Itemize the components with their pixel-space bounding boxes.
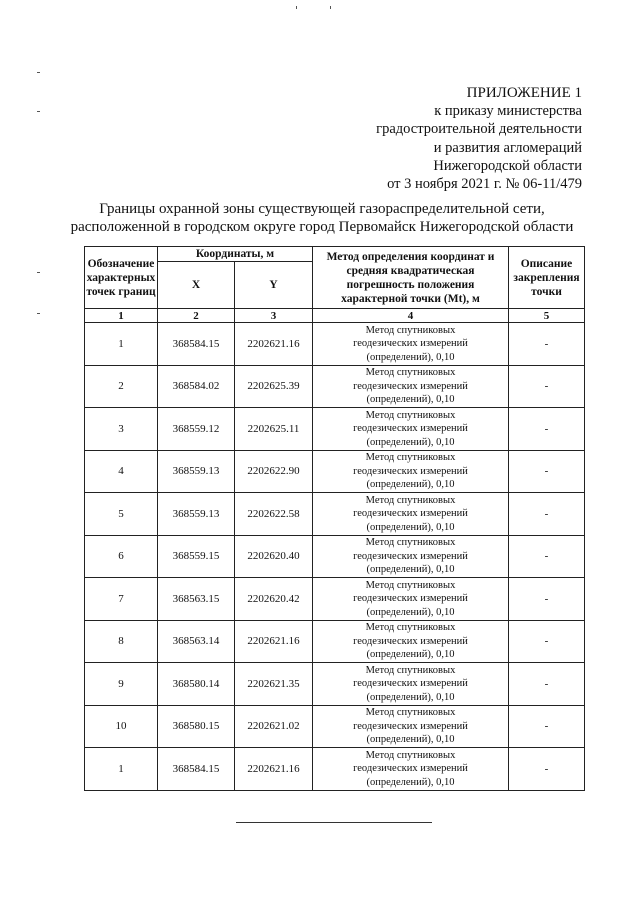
- order-date: от 3 ноября 2021 г. № 06-11/479: [387, 176, 582, 193]
- point-id: 1: [85, 748, 158, 791]
- coord-x: 368559.13: [158, 450, 235, 493]
- col-number: 4: [313, 309, 509, 323]
- method-line: геодезических измерений: [353, 763, 468, 774]
- method-line: геодезических измерений: [353, 720, 468, 732]
- col-number: 5: [509, 309, 585, 323]
- col-number: 2: [158, 309, 235, 323]
- table-row: [85, 663, 585, 706]
- table-row: [85, 323, 585, 366]
- method-line: геодезических измерений: [353, 465, 468, 477]
- method-line: Метод спутниковых: [365, 367, 456, 378]
- description-cell: -: [509, 535, 585, 578]
- method-line: (определений), 0,10: [366, 521, 455, 533]
- document-title: [60, 200, 584, 236]
- point-id: 3: [85, 408, 158, 451]
- title-line-2: расположенной в городском округе город Первомайск Нижегородской области: [70, 219, 574, 235]
- coord-y: 2202625.39: [235, 365, 313, 408]
- table-row: [85, 620, 585, 663]
- method-cell: [313, 748, 509, 791]
- coord-y: 2202621.16: [235, 620, 313, 663]
- order-line-4: Нижегородской области: [433, 157, 582, 174]
- point-id: 7: [85, 578, 158, 621]
- description-cell: -: [509, 493, 585, 536]
- header-method: Метод определения координат и средняя квадратическая погрешность положения характерной точки (Mt), м: [313, 247, 509, 309]
- coord-y: 2202621.16: [235, 323, 313, 366]
- method-line: Метод спутниковых: [365, 749, 456, 761]
- method-line: (определений), 0,10: [366, 479, 455, 490]
- method-line: Метод спутниковых: [365, 452, 456, 463]
- method-cell: [313, 450, 509, 493]
- header-numbers-row: [85, 309, 585, 323]
- method-line: Метод спутниковых: [365, 537, 456, 548]
- method-cell: [313, 663, 509, 706]
- method-line: (определений), 0,10: [366, 691, 455, 703]
- order-line-3: и развития агломераций: [433, 139, 582, 156]
- point-id: 4: [85, 450, 158, 493]
- order-line-2: градостроительной деятельности: [376, 121, 582, 138]
- method-cell: [313, 620, 509, 663]
- method-line: геодезических измерений: [353, 635, 468, 647]
- method-line: (определений), 0,10: [366, 606, 455, 618]
- coord-y: 2202622.58: [235, 493, 313, 536]
- title-line-1: Границы охранной зоны существующей газораспределительной сети,: [99, 201, 545, 217]
- method-cell: [313, 408, 509, 451]
- table-row: [85, 493, 585, 536]
- coord-y: 2202622.90: [235, 450, 313, 493]
- description-cell: -: [509, 748, 585, 791]
- method-line: геодезических измерений: [353, 508, 468, 519]
- coord-y: 2202621.35: [235, 663, 313, 706]
- method-line: Метод спутниковых: [365, 622, 456, 633]
- description-cell: -: [509, 323, 585, 366]
- method-line: Метод спутниковых: [365, 707, 456, 718]
- appendix-number: ПРИЛОЖЕНИЕ 1: [466, 85, 582, 101]
- col-number: 1: [85, 309, 158, 323]
- coord-y: 2202620.40: [235, 535, 313, 578]
- coord-x: 368563.14: [158, 620, 235, 663]
- method-line: (определений), 0,10: [366, 649, 455, 660]
- description-cell: -: [509, 663, 585, 706]
- method-cell: [313, 323, 509, 366]
- table-row: [85, 578, 585, 621]
- description-cell: -: [509, 408, 585, 451]
- coord-x: 368584.15: [158, 748, 235, 791]
- method-line: геодезических измерений: [353, 380, 468, 392]
- method-line: Метод спутниковых: [365, 494, 456, 506]
- coord-y: 2202625.11: [235, 408, 313, 451]
- method-line: Метод спутниковых: [365, 409, 456, 421]
- description-cell: -: [509, 578, 585, 621]
- method-line: Метод спутниковых: [365, 664, 456, 676]
- point-id: 1: [85, 323, 158, 366]
- method-cell: [313, 493, 509, 536]
- footer-rule: [236, 822, 432, 823]
- col-number: 3: [235, 309, 313, 323]
- point-id: 8: [85, 620, 158, 663]
- coord-y: 2202620.42: [235, 578, 313, 621]
- method-line: геодезических измерений: [353, 550, 468, 562]
- order-line-1: к приказу министерства: [434, 103, 582, 120]
- method-line: (определений), 0,10: [366, 564, 455, 575]
- point-id: 9: [85, 663, 158, 706]
- coord-x: 368563.15: [158, 578, 235, 621]
- method-cell: [313, 535, 509, 578]
- coord-y: 2202621.02: [235, 705, 313, 748]
- header-point: Обозначение характерных точек границ: [85, 247, 158, 309]
- method-line: (определений), 0,10: [366, 436, 455, 448]
- point-id: 2: [85, 365, 158, 408]
- coord-y: 2202621.16: [235, 748, 313, 791]
- coord-x: 368580.15: [158, 705, 235, 748]
- header-row-1: [85, 247, 585, 262]
- table-row: [85, 365, 585, 408]
- table-row: [85, 748, 585, 791]
- coord-x: 368559.12: [158, 408, 235, 451]
- method-cell: [313, 578, 509, 621]
- method-line: (определений), 0,10: [366, 351, 455, 363]
- description-cell: -: [509, 365, 585, 408]
- table-row: [85, 408, 585, 451]
- method-line: геодезических измерений: [353, 678, 468, 689]
- method-line: геодезических измерений: [353, 423, 468, 434]
- description-cell: -: [509, 705, 585, 748]
- header-y: Y: [235, 262, 313, 309]
- header-x: X: [158, 262, 235, 309]
- method-line: (определений), 0,10: [366, 734, 455, 745]
- description-cell: -: [509, 450, 585, 493]
- method-line: Метод спутниковых: [365, 324, 456, 336]
- point-id: 10: [85, 705, 158, 748]
- appendix-header: [282, 84, 582, 193]
- method-line: (определений), 0,10: [366, 394, 455, 405]
- coord-x: 368559.15: [158, 535, 235, 578]
- method-line: (определений), 0,10: [366, 776, 455, 788]
- description-cell: -: [509, 620, 585, 663]
- coord-x: 368580.14: [158, 663, 235, 706]
- coord-x: 368559.13: [158, 493, 235, 536]
- method-line: геодезических измерений: [353, 593, 468, 604]
- coordinates-table: [84, 246, 585, 791]
- table-row: [85, 705, 585, 748]
- header-coords: Координаты, м: [158, 247, 313, 262]
- method-line: геодезических измерений: [353, 338, 468, 349]
- method-cell: [313, 705, 509, 748]
- table-row: [85, 535, 585, 578]
- point-id: 5: [85, 493, 158, 536]
- table-row: [85, 450, 585, 493]
- method-cell: [313, 365, 509, 408]
- header-description: Описание закрепления точки: [509, 247, 585, 309]
- coord-x: 368584.15: [158, 323, 235, 366]
- point-id: 6: [85, 535, 158, 578]
- coord-x: 368584.02: [158, 365, 235, 408]
- method-line: Метод спутниковых: [365, 579, 456, 591]
